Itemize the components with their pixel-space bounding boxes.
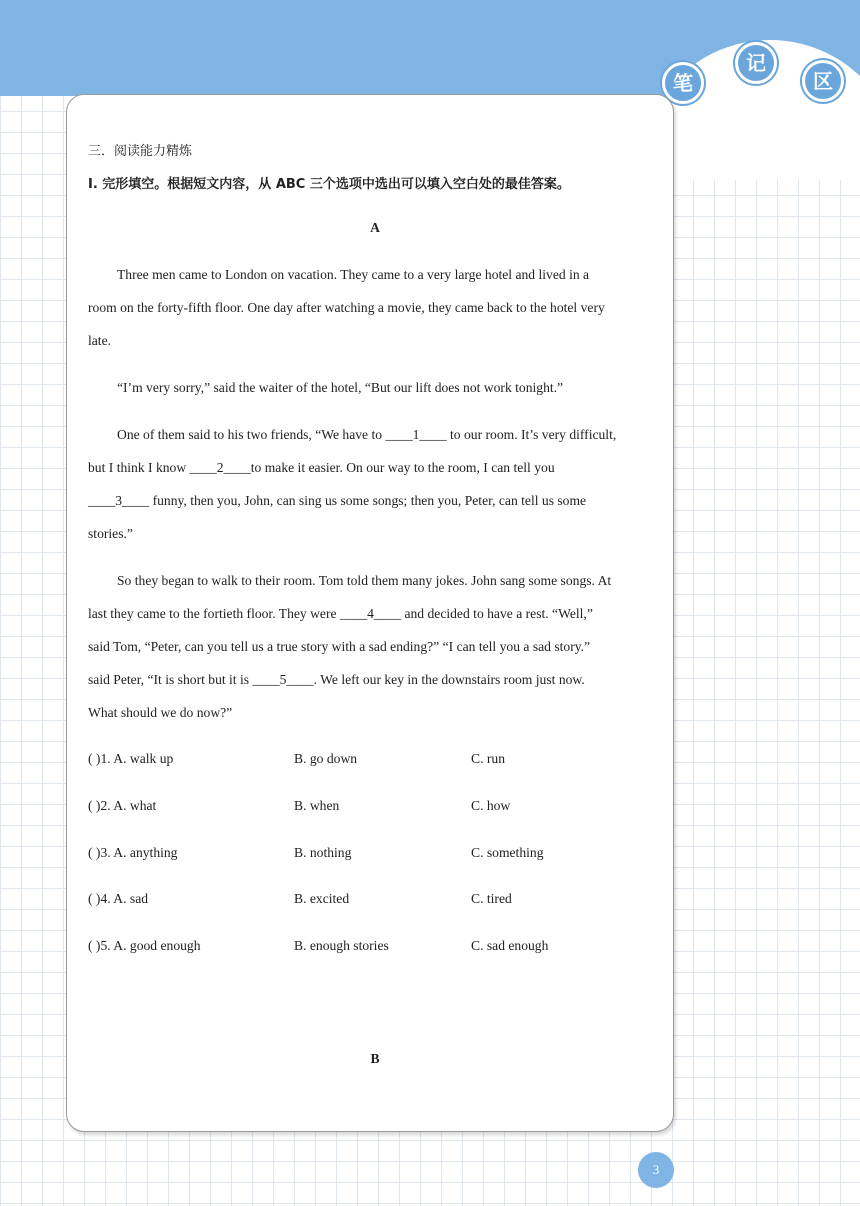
passage-line: ____3____ funny, then you, John, can sing us some songs; then you, Peter, can tell us some xyxy=(88,493,587,508)
passage-line: What should we do now?” xyxy=(88,705,233,720)
question-stem: ( )5. A. good enough xyxy=(88,938,201,953)
section-title: 三．阅读能力精炼 xyxy=(88,144,193,159)
question-stem: ( )4. A. sad xyxy=(88,891,149,906)
option-b: B. nothing xyxy=(294,845,352,860)
passage-a-label: A xyxy=(370,220,380,235)
page-number: 3 xyxy=(638,1152,674,1188)
passage-line: So they began to walk to their room. Tom told them many jokes. John sang some songs. At xyxy=(117,573,612,588)
option-b: B. enough stories xyxy=(294,938,389,953)
question-stem: ( )3. A. anything xyxy=(88,845,178,860)
passage-line: said Tom, “Peter, can you tell us a true story with a sad ending?” “I can tell you a sad story.” xyxy=(88,639,591,654)
notes-badge-ji: 记 xyxy=(735,42,777,84)
question-stem: ( )2. A. what xyxy=(88,798,157,813)
option-b: B. go down xyxy=(294,751,358,766)
option-b: B. excited xyxy=(294,891,350,906)
passage-b-label: B xyxy=(370,1051,380,1066)
passage-line: but I think I know ____2____to make it easier. On our way to the room, I can tell you xyxy=(88,460,555,475)
option-c: C. run xyxy=(471,751,505,766)
passage-line: stories.” xyxy=(88,526,133,541)
instruction: I. 完形填空。根据短文内容，从 ABC 三个选项中选出可以填入空白处的最佳答案。 xyxy=(88,177,570,192)
passage-line: room on the forty-fifth floor. One day after watching a movie, they came back to the hotel very xyxy=(88,300,605,315)
option-c: C. sad enough xyxy=(471,938,549,953)
passage-line: One of them said to his two friends, “We have to ____1____ to our room. It’s very difficult, xyxy=(117,427,617,442)
notes-badge-qu: 区 xyxy=(802,60,844,102)
passage-line: last they came to the fortieth floor. They were ____4____ and decided to have a rest. “Well,” xyxy=(88,606,593,621)
option-c: C. tired xyxy=(471,891,512,906)
passage-line: said Peter, “It is short but it is ____5____. We left our key in the downstairs room just now. xyxy=(88,672,585,687)
notes-badge-bi: 笔 xyxy=(662,62,704,104)
question-stem: ( )1. A. walk up xyxy=(88,751,174,766)
passage-line: Three men came to London on vacation. They came to a very large hotel and lived in a xyxy=(117,267,590,282)
passage-line: “I’m very sorry,” said the waiter of the hotel, “But our lift does not work tonight.” xyxy=(117,380,564,395)
option-c: C. how xyxy=(471,798,511,813)
passage-line: late. xyxy=(88,333,112,348)
option-c: C. something xyxy=(471,845,544,860)
option-b: B. when xyxy=(294,798,340,813)
